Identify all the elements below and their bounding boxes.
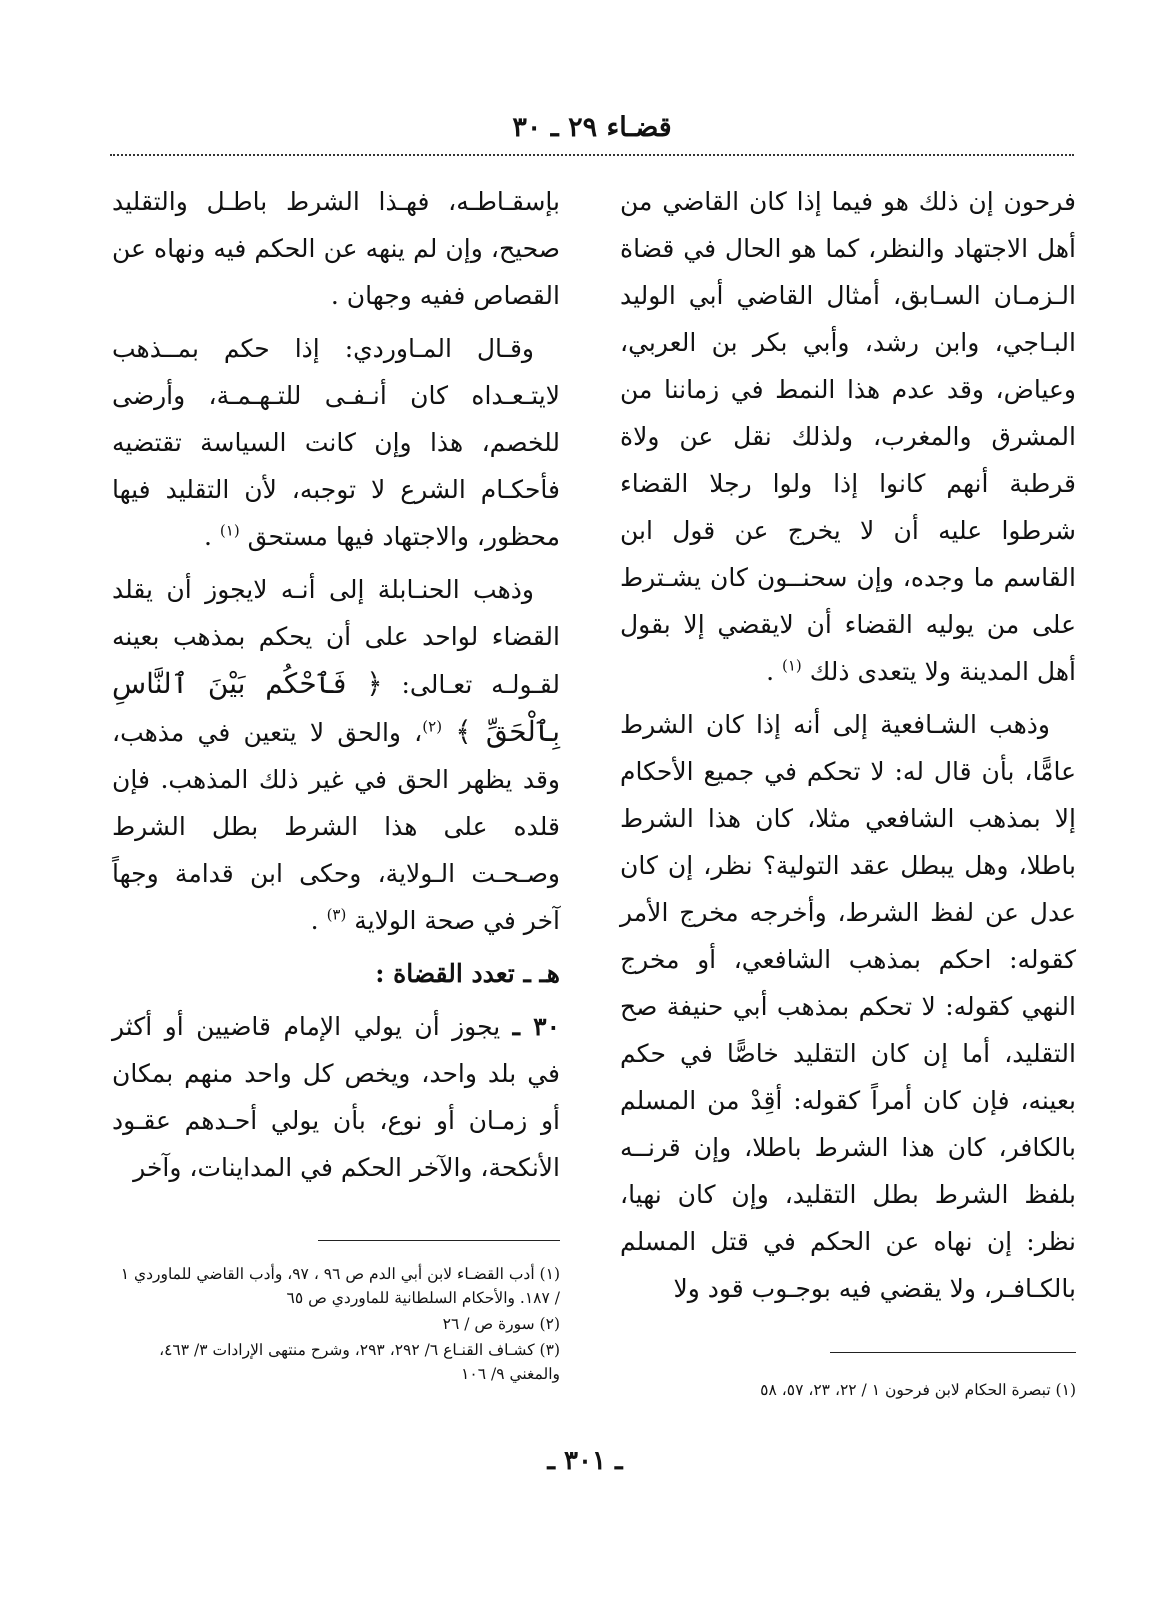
footnote-divider-right [830, 1352, 1076, 1353]
left-paragraph-3 [112, 566, 560, 944]
header-dotted-divider [110, 154, 1074, 156]
right-paragraph-1 [620, 178, 1076, 695]
section-number: ٣٠ ـ [512, 1012, 561, 1041]
right-paragraph-1-text: فرحون إن ذلك هو فيما إذا كان القاضي من أهل الاجتهاد والنظر، كما هو الحال في قضاة الـزمـان السـابق، أمثال القاضي أبي الوليد البـاجي، وابن رشد، وأبي بكر بن العربي، وعياض، وقد عدم هذا النمط في زماننا من المشرق والمغرب، ولذلك نقل عن ولاة قرطبة أنهم كانوا إذا ولوا رجلا القضاء شرطوا عليه أن لا يخرج عن قول ابن القاسم ما وجده، وإن سحنــون كان يشـترط على من يوليه القضاء أن لايقضي إلا بقول أهل المدينة ولا يتعدى ذلك [620, 187, 1076, 686]
footnotes-right [620, 1378, 1076, 1404]
left-paragraph-3-text: وذهب الحنـابلة إلى أنـه لايجوز أن يقلد القضاء لواحد على أن يحكم بمذهب بعينه لقـولـه تعـالى: [112, 575, 560, 699]
footnote-ref: (١) [219, 521, 240, 540]
section-heading: هـ ـ تعدد القضاة : [375, 959, 560, 988]
footnote: (٣) كشـاف القنـاع ٦/ ٢٩٢، ٢٩٣، وشرح منتهى الإرادات ٣/ ٤٦٣، والمغني ٩/ ١٠٦ [159, 1341, 560, 1383]
paragraph-end: . [766, 657, 782, 686]
left-column [112, 178, 560, 1197]
footnote-divider-left [318, 1240, 560, 1241]
footnote: (١) تبصرة الحكام لابن فرحون ١ / ٢٢، ٢٣، ٥٧، ٥٨ [760, 1381, 1076, 1399]
left-paragraph-1: بإسقـاطـه، فهـذا الشرط باطـل والتقليد صحيح، وإن لم ينهه عن الحكم فيه ونهاه عن القصاص ففيه وجهان . [112, 187, 560, 310]
footnotes-left [112, 1262, 560, 1388]
paragraph-end: . [204, 522, 220, 551]
footnote-ref: (٣) [326, 905, 347, 924]
left-paragraph-2-text: وقـال المـاوردي: إذا حكم بمــذهب لايتـعـداه كان أنـفـى للتـهـمـة، وأرضى للخصم، هذا وإن كانت السياسة تقتضيه فأحكـام الشرع لا توجبه، لأن التقليد فيها محظور، والاجتهاد فيها مستحق [112, 334, 560, 551]
footnote: (٢) سورة ص / ٢٦ [442, 1315, 560, 1333]
paragraph-end: . [310, 906, 327, 935]
right-paragraph-2: وذهب الشـافعية إلى أنه إذا كان الشرط عامًّا، بأن قال له: لا تحكم في جميع الأحكام إلا بمذهب الشافعي مثلا، كان هذا الشرط باطلا، وهل يبطل عقد التولية؟ نظر، إن كان عدل عن لفظ الشرط، وأخرجه مخرج الأمر كقوله: احكم بمذهب الشافعي، أو مخرج النهي كقوله: لا تحكم بمذهب أبي حنيفة صح التقليد، أما إن كان التقليد خاصًّا في حكم بعينه، فإن كان أمراً كقوله: أقِدْ من المسلم بالكافر، كان هذا الشرط باطلا، وإن قرنــه بلفظ الشرط بطل التقليد، وإن كان نهيا، نظر: إن نهاه عن الحكم في قتل المسلم بالكـافـر، ولا يقضي فيه بوجـوب قود ولا [620, 710, 1076, 1303]
footnote: (١) أدب القضـاء لابن أبي الدم ص ٩٦ ، ٩٧، وأدب القاضي للماوردي ١ / ١٨٧. والأحكام السلطانية للماوردي ص ٦٥ [120, 1265, 560, 1307]
footnote-ref: (٢) [422, 717, 443, 736]
running-header: قضـاء ٢٩ ـ ٣٠ [512, 112, 672, 143]
left-paragraph-3-text-cont: ، والحق لا يتعين في مذهب، وقد يظهر الحق في غير ذلك المذهب. فإن قلده على هذا الشرط بطل الشرط وصـحـت الـولاية، وحكى ابن قدامة وجهاً آخر في صحة الولاية [112, 718, 560, 935]
left-paragraph-4-text: يجوز أن يولي الإمام قاضيين أو أكثر في بلد واحد، ويخص كل واحد منهم بمكان أو زمـان أو نوع، بأن يولي أحـدهم عقـود الأنكحة، والآخر الحكم في المداينات، وآخر [112, 1012, 560, 1182]
left-paragraph-4 [112, 1003, 560, 1191]
left-paragraph-2 [112, 325, 560, 560]
page-number: ـ ٣٠١ ـ [547, 1446, 623, 1476]
right-column [620, 178, 1076, 1318]
quran-verse: ﴿ فَٱحْكُم بَيْنَ ٱلنَّاسِ بِٱلْحَقِّ ﴾ [112, 667, 560, 748]
footnote-ref: (١) [781, 656, 802, 675]
